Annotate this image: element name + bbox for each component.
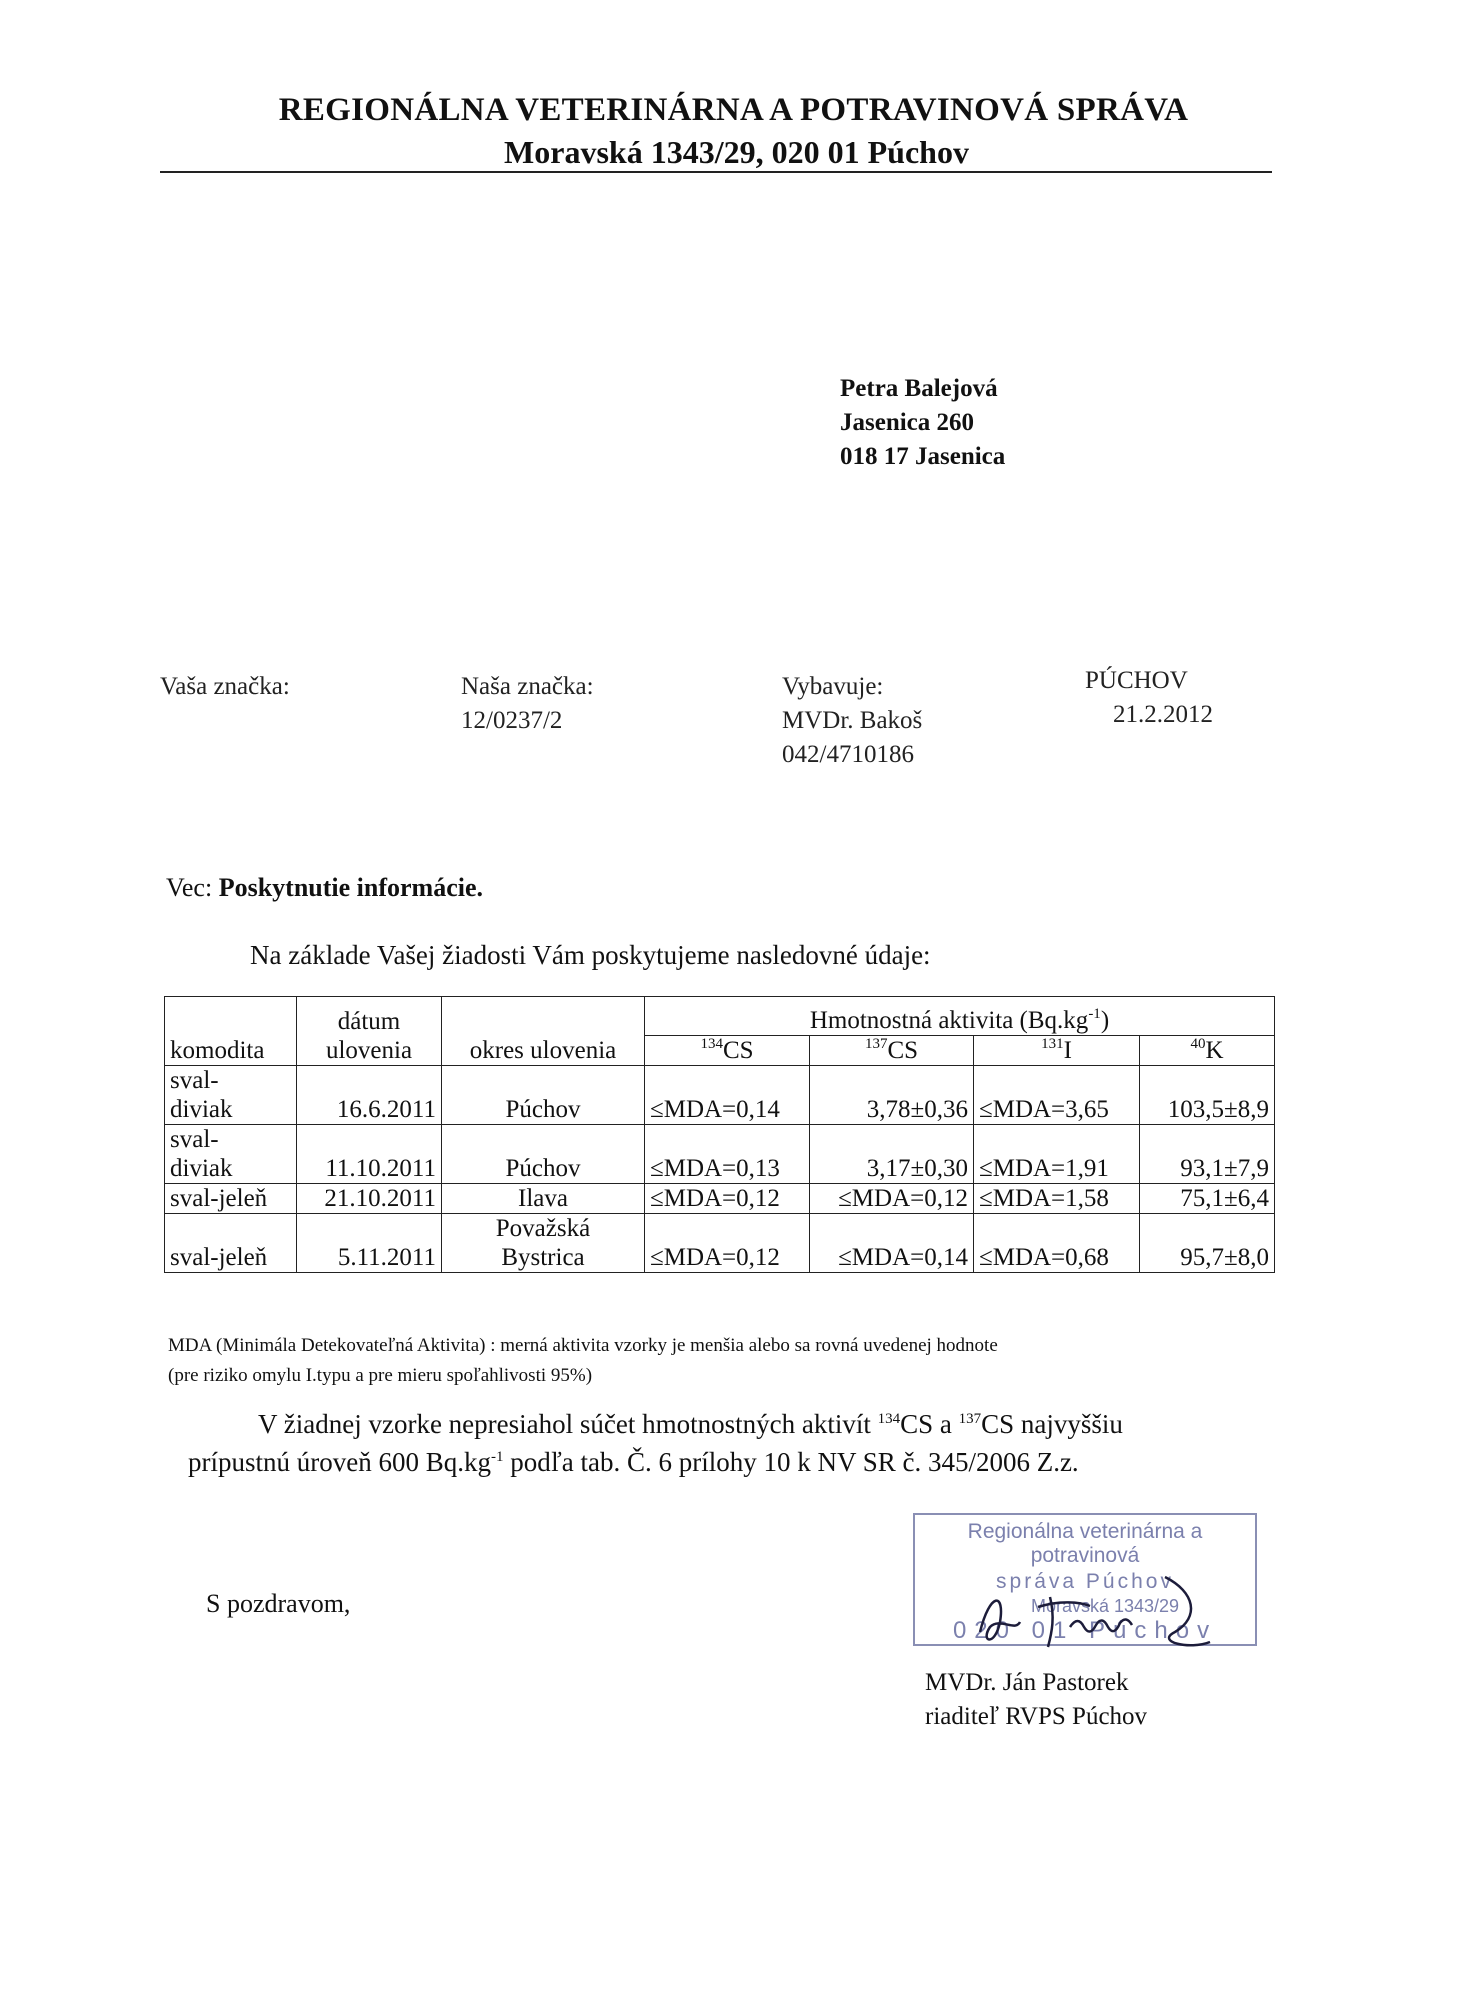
col-district-label: okres ulovenia <box>469 1037 617 1064</box>
cell-i131: ≤MDA=1,91 <box>974 1125 1140 1184</box>
header-divider <box>160 171 1272 173</box>
isotope-mass: 131 <box>1041 1036 1064 1052</box>
cell-commodity <box>165 1125 297 1184</box>
cell-k40: 95,7±8,0 <box>1140 1214 1275 1273</box>
conclusion-text: podľa tab. Č. 6 prílohy 10 k NV SR č. 345/2006 Z.z. <box>503 1447 1079 1477</box>
commodity-line1: sval- <box>170 1126 219 1153</box>
our-ref-label: Naša značka: <box>461 673 594 700</box>
col-k40 <box>1140 1036 1275 1066</box>
recipient-name: Petra Balejová <box>840 375 998 402</box>
organization-address: Moravská 1343/29, 020 01 Púchov <box>504 134 969 170</box>
table-header-row-1 <box>165 997 1275 1036</box>
cell-commodity <box>165 1214 297 1273</box>
cell-cs134: ≤MDA=0,12 <box>645 1214 810 1273</box>
cell-commodity <box>165 1066 297 1125</box>
cell-cs134: ≤MDA=0,12 <box>645 1184 810 1214</box>
stamp-line1: Regionálna veterinárna a potravinová <box>967 1520 1203 1567</box>
subject-text: Poskytnutie informácie. <box>218 873 484 902</box>
stamp-line3: Moravská 1343/29 <box>1030 1596 1180 1616</box>
col-cs137 <box>810 1036 974 1066</box>
isotope-mass: 40 <box>1190 1036 1206 1052</box>
isotope-symbol: CS a <box>900 1409 959 1439</box>
handled-by-label: Vybavuje: <box>782 673 884 700</box>
our-ref <box>461 670 594 738</box>
district-line1: Považská <box>495 1215 591 1242</box>
isotope-mass: 137 <box>958 1411 982 1427</box>
table-row <box>165 1125 1275 1184</box>
activity-header-close: ) <box>1100 1007 1110 1034</box>
intro-text: Na základe Vašej žiadosti Vám poskytujeme nasledovné údaje: <box>250 940 931 970</box>
col-commodity <box>165 997 297 1066</box>
handled-by-name: MVDr. Bakoš <box>782 707 923 734</box>
cell-k40: 75,1±6,4 <box>1140 1184 1275 1214</box>
isotope-symbol: K <box>1205 1037 1224 1064</box>
district-line2: Púchov <box>505 1155 581 1182</box>
isotope-mass: 134 <box>700 1036 723 1052</box>
isotope-mass: 134 <box>877 1411 901 1427</box>
cell-cs137: 3,78±0,36 <box>810 1066 974 1125</box>
activity-header-sup: -1 <box>1088 1006 1101 1022</box>
cell-cs137: ≤MDA=0,12 <box>810 1184 974 1214</box>
district-line2: Bystrica <box>501 1244 585 1271</box>
conclusion-paragraph <box>188 1405 1123 1481</box>
subject-line <box>166 873 483 903</box>
cell-cs134: ≤MDA=0,14 <box>645 1066 810 1125</box>
col-date <box>297 997 442 1066</box>
footnote-line1: MDA (Minimála Detekovateľná Aktivita) : merná aktivita vzorky je menšia alebo sa rovná uvedenej hodnote <box>168 1335 998 1356</box>
commodity-line2: diviak <box>170 1155 233 1182</box>
conclusion-text: prípustnú úroveň 600 Bq.kg <box>188 1447 491 1477</box>
cell-cs137: 3,17±0,30 <box>810 1125 974 1184</box>
isotope-mass: 137 <box>864 1036 888 1052</box>
conclusion-text: V žiadnej vzorke nepresiahol súčet hmotnostných aktivít <box>258 1409 878 1439</box>
isotope-symbol: I <box>1063 1037 1072 1064</box>
cell-date: 5.11.2011 <box>297 1214 442 1273</box>
handwritten-signature <box>960 1572 1220 1652</box>
col-cs134 <box>645 1036 810 1066</box>
your-ref <box>160 670 290 704</box>
signatory-name: MVDr. Ján Pastorek <box>925 1669 1129 1696</box>
activity-header <box>645 997 1275 1036</box>
cell-district <box>442 1214 645 1273</box>
stamp-line2: správa Púchov <box>996 1570 1174 1593</box>
col-date-line2: ulovenia <box>325 1037 413 1064</box>
cell-cs137: ≤MDA=0,14 <box>810 1214 974 1273</box>
cell-district <box>442 1066 645 1125</box>
cell-i131: ≤MDA=0,68 <box>974 1214 1140 1273</box>
cell-date: 16.6.2011 <box>297 1066 442 1125</box>
signatory-title: riaditeľ RVPS Púchov <box>925 1703 1148 1730</box>
place-date <box>1085 664 1213 732</box>
cell-i131: ≤MDA=1,58 <box>974 1184 1140 1214</box>
commodity-line2: sval-jeleň <box>170 1244 268 1271</box>
commodity-line1: sval- <box>170 1067 219 1094</box>
district-line2: Púchov <box>505 1096 581 1123</box>
conclusion-line1 <box>188 1405 1123 1443</box>
table-row <box>165 1214 1275 1273</box>
cell-commodity <box>165 1184 297 1214</box>
handled-by <box>782 670 922 772</box>
cell-district <box>442 1184 645 1214</box>
cell-district <box>442 1125 645 1184</box>
footnote <box>168 1331 998 1391</box>
activity-table <box>164 996 1275 1273</box>
cell-i131: ≤MDA=3,65 <box>974 1066 1140 1125</box>
cell-date: 11.10.2011 <box>297 1125 442 1184</box>
cell-k40: 103,5±8,9 <box>1140 1066 1275 1125</box>
cell-date: 21.10.2011 <box>297 1184 442 1214</box>
letter-date: 21.2.2012 <box>1113 701 1213 728</box>
col-i131 <box>974 1036 1140 1066</box>
table-row <box>165 1184 1275 1214</box>
table-row <box>165 1066 1275 1125</box>
col-district <box>442 997 645 1066</box>
recipient-address <box>840 372 1005 474</box>
conclusion-line2 <box>188 1443 1123 1481</box>
our-ref-value: 12/0237/2 <box>461 707 563 734</box>
commodity-line2: diviak <box>170 1096 233 1123</box>
cell-cs134: ≤MDA=0,13 <box>645 1125 810 1184</box>
activity-header-label: Hmotnostná aktivita (Bq.kg <box>809 1007 1089 1034</box>
organization-name: REGIONÁLNA VETERINÁRNA A POTRAVINOVÁ SPRÁVA <box>278 92 1189 128</box>
isotope-symbol: CS najvyššiu <box>981 1409 1123 1439</box>
footnote-line2: (pre riziko omylu I.typu a pre mieru spoľahlivosti 95%) <box>168 1365 593 1386</box>
isotope-symbol: CS <box>722 1037 754 1064</box>
stamp-line4: 020 01 Púchov <box>952 1617 1218 1644</box>
cell-k40: 93,1±7,9 <box>1140 1125 1275 1184</box>
unit-sup: -1 <box>491 1449 504 1465</box>
recipient-city: 018 17 Jasenica <box>840 443 1006 470</box>
commodity-line2: sval-jeleň <box>170 1185 268 1212</box>
handled-by-phone: 042/4710186 <box>782 741 914 768</box>
greeting: S pozdravom, <box>206 1589 351 1618</box>
subject-label: Vec: <box>166 873 213 902</box>
recipient-street: Jasenica 260 <box>840 409 975 436</box>
signatory <box>925 1666 1147 1734</box>
isotope-symbol: CS <box>887 1037 919 1064</box>
district-line2: Ilava <box>518 1185 568 1212</box>
col-date-line1: dátum <box>337 1008 401 1035</box>
col-commodity-label: komodita <box>170 1037 265 1064</box>
place: PÚCHOV <box>1085 667 1188 694</box>
your-ref-label: Vaša značka: <box>160 673 290 700</box>
